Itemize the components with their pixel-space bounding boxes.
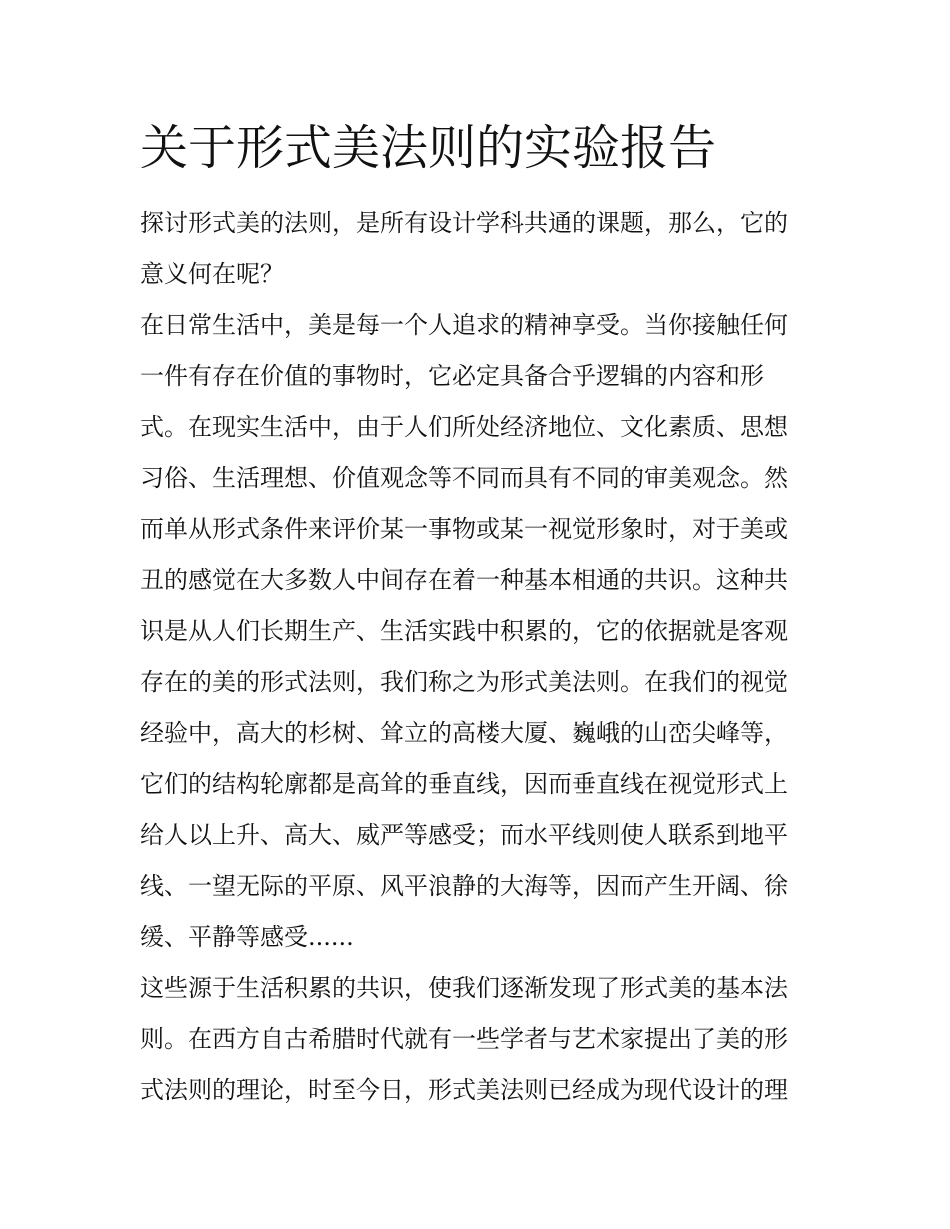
- paragraph-line: 给人以上升、高大、威严等感受；而水平线则使人联系到地平: [140, 821, 788, 849]
- paragraph-line: 一件有存在价值的事物时，它必定具备合乎逻辑的内容和形: [140, 362, 764, 390]
- paragraph-line: 式法则的理论，时至今日，形式美法则已经成为现代设计的理: [140, 1076, 788, 1104]
- paragraph-1: [140, 198, 812, 300]
- paragraph-line: 习俗、生活理想、价值观念等不同而具有不同的审美观念。然: [140, 464, 788, 492]
- paragraph-line: 它们的结构轮廓都是高耸的垂直线，因而垂直线在视觉形式上: [140, 770, 788, 798]
- paragraph-line: 而单从形式条件来评价某一事物或某一视觉形象时，对于美或: [140, 515, 788, 543]
- document-body: [140, 112, 812, 1116]
- document-title: 关于形式美法则的实验报告: [140, 120, 717, 176]
- paragraph-line: 探讨形式美的法则，是所有设计学科共通的课题，那么，它的: [140, 209, 788, 237]
- paragraph-3: [140, 963, 812, 1116]
- paragraph-line: 式。在现实生活中，由于人们所处经济地位、文化素质、思想: [140, 413, 788, 441]
- paragraph-line: 在日常生活中，美是每一个人追求的精神享受。当你接触任何: [140, 311, 788, 339]
- paragraph-line: 经验中，高大的杉树、耸立的高楼大厦、巍峨的山峦尖峰等，: [140, 719, 788, 747]
- paragraph-line: 则。在西方自古希腊时代就有一些学者与艺术家提出了美的形: [140, 1025, 788, 1053]
- paragraph-2: [140, 300, 812, 963]
- paragraph-line: 线、一望无际的平原、风平浪静的大海等，因而产生开阔、徐: [140, 872, 788, 900]
- paragraph-line: 这些源于生活积累的共识，使我们逐渐发现了形式美的基本法: [140, 974, 788, 1002]
- paragraph-line: 存在的美的形式法则，我们称之为形式美法则。在我们的视觉: [140, 668, 788, 696]
- paragraph-line: 丑的感觉在大多数人中间存在着一种基本相通的共识。这种共: [140, 566, 788, 594]
- paragraph-line: 缓、平静等感受......: [140, 923, 354, 951]
- paragraph-line: 意义何在呢？: [140, 260, 284, 288]
- paragraph-line: 识是从人们长期生产、生活实践中积累的，它的依据就是客观: [140, 617, 788, 645]
